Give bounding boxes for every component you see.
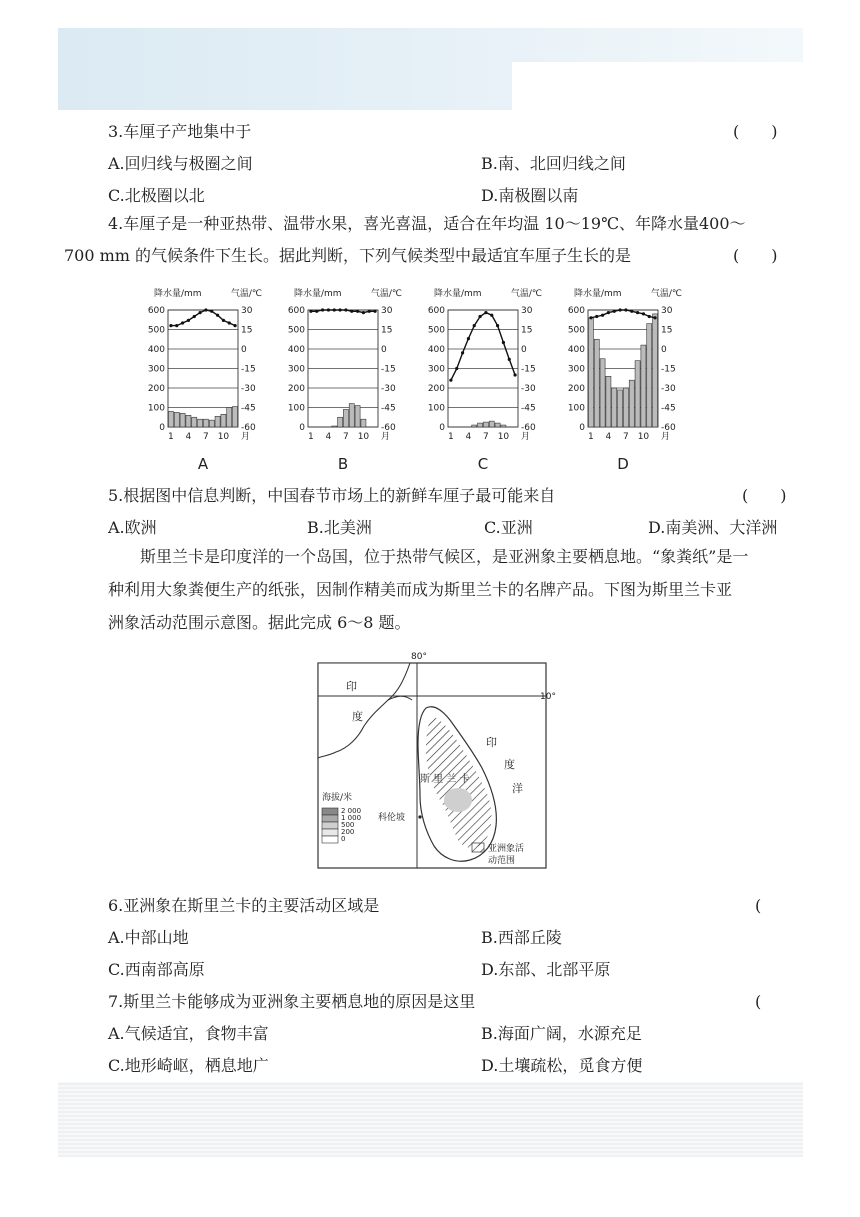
- india-label-1: 印: [346, 680, 357, 693]
- chart-b-bar-9: [355, 406, 360, 427]
- chart-d-bar-10: [641, 345, 646, 427]
- chart-b-right-tick: -30: [381, 384, 396, 394]
- chart-a-left-tick: 300: [147, 364, 165, 375]
- chart-d-temp-point-6: [618, 308, 621, 311]
- q7-option-c: C.地形崎岖，栖息地广: [108, 1056, 269, 1075]
- chart-d-temp-point-4: [607, 311, 610, 314]
- chart-c-bar-10: [501, 425, 506, 427]
- chart-c-temp-point-7: [484, 311, 487, 314]
- chart-b-bar-10: [361, 419, 366, 427]
- chart-d-right-tick: -30: [661, 384, 676, 394]
- chart-a-bar-12: [233, 407, 238, 427]
- chart-a-month-tick: 1: [168, 432, 174, 442]
- chart-a-temp-point-8: [210, 310, 213, 313]
- chart-d-label: D: [617, 455, 629, 473]
- chart-d-right-tick: 30: [661, 306, 673, 316]
- chart-a-right-tick: -15: [241, 364, 256, 375]
- chart-d-left-tick: 300: [567, 364, 585, 375]
- q7-option-b: B.海面广阔，水源充足: [481, 1024, 642, 1043]
- ocean-label-3: 洋: [512, 782, 523, 795]
- chart-a-bar-5: [192, 417, 197, 427]
- chart-c-month-unit: 月: [521, 432, 531, 442]
- chart-b-left-tick: 600: [287, 306, 305, 316]
- chart-b-right-tick: -45: [381, 403, 396, 414]
- chart-a-temp-point-10: [222, 319, 225, 322]
- chart-c-bar-8: [489, 421, 494, 427]
- chart-a-label: A: [197, 455, 209, 473]
- chart-b-temp-point-1: [309, 310, 312, 313]
- chart-a-left-tick: 600: [147, 306, 165, 316]
- chart-b-month-tick: 10: [357, 432, 370, 442]
- chart-c-temp-point-5: [473, 324, 476, 327]
- q3-option-a: A.回归线与极圈之间: [108, 154, 253, 173]
- q3-stem: 3.车厘子产地集中于: [108, 122, 252, 141]
- chart-c-right-axis-title: 气温/℃: [510, 289, 542, 299]
- passage-line2: 种利用大象粪便生产的纸张，因制作精美而成为斯里兰卡的名牌产品。下图为斯里兰卡亚: [108, 580, 733, 599]
- chart-a-temp-point-9: [216, 314, 219, 317]
- chart-a-left-tick: 200: [147, 384, 165, 394]
- q6-option-c: C.西南部高原: [108, 960, 205, 979]
- q6-stem: 6.亚洲象在斯里兰卡的主要活动区域是: [108, 896, 380, 915]
- chart-a-right-tick: 30: [241, 306, 253, 316]
- chart-c-temp-point-3: [461, 351, 464, 354]
- chart-c-left-tick: 100: [427, 403, 445, 414]
- chart-d-bar-7: [623, 388, 628, 427]
- chart-d-bar-9: [635, 361, 640, 427]
- chart-c-temp-point-10: [502, 341, 505, 344]
- chart-c-month-tick: 1: [448, 432, 454, 442]
- chart-c-label: C: [477, 455, 489, 473]
- chart-a-temp-point-2: [175, 324, 178, 327]
- q4-line1: 4.车厘子是一种亚热带、温带水果，喜光喜温，适合在年均温 10～19℃、年降水量400～: [108, 214, 746, 233]
- capital-dot: [418, 815, 421, 818]
- chart-c-temp-point-12: [513, 373, 516, 376]
- chart-a-temp-point-7: [204, 308, 207, 311]
- chart-b-right-tick: 0: [381, 345, 387, 355]
- chart-a-right-tick: -30: [241, 384, 256, 394]
- chart-d-left-axis-title: 降水量/mm: [574, 289, 622, 299]
- chart-b-month-unit: 月: [381, 432, 391, 442]
- q7-option-a: A.气候适宜，食物丰富: [108, 1024, 269, 1043]
- q5-bracket: ( ): [742, 486, 787, 505]
- chart-d-temp-point-7: [624, 308, 627, 311]
- chart-c-right-tick: 0: [521, 345, 527, 355]
- chart-c-month-tick: 10: [497, 432, 510, 442]
- chart-a-left-axis-title: 降水量/mm: [154, 289, 202, 299]
- india-label-2: 度: [352, 710, 363, 723]
- chart-d-bar-8: [629, 380, 634, 427]
- chart-a-temp-point-1: [169, 324, 172, 327]
- elev-swatch-200: [322, 829, 338, 836]
- chart-d-right-tick: -45: [661, 403, 676, 414]
- chart-b-label: B: [337, 455, 349, 473]
- chart-d-bar-6: [618, 390, 623, 427]
- chart-c-temp-point-8: [490, 314, 493, 317]
- chart-d-bar-11: [647, 324, 652, 427]
- climate-charts: [147, 282, 720, 477]
- chart-c-temp-point-6: [478, 315, 481, 318]
- elev-swatch-1000: [322, 815, 338, 822]
- chart-d-temp-point-1: [589, 316, 592, 319]
- chart-c-left-axis-title: 降水量/mm: [434, 289, 482, 299]
- chart-a-right-axis-title: 气温/℃: [230, 289, 262, 299]
- chart-d-left-tick: 400: [567, 345, 585, 355]
- chart-a-temp-point-12: [233, 324, 236, 327]
- chart-d-month-tick: 4: [605, 432, 612, 442]
- chart-d-bar-4: [606, 376, 611, 427]
- chart-a-bar-10: [221, 414, 226, 427]
- ocean-label-1: 印: [486, 736, 497, 749]
- chart-c-left-tick: 400: [427, 345, 445, 355]
- chart-d-month-unit: 月: [661, 432, 671, 442]
- chart-b-month-tick: 4: [325, 432, 332, 442]
- q6-option-a: A.中部山地: [108, 928, 189, 947]
- chart-a-temp-point-6: [198, 311, 201, 314]
- chart-c-temp-point-9: [496, 324, 499, 327]
- sri-lanka-map: [300, 650, 570, 875]
- q3-option-b: B.南、北回归线之间: [481, 154, 626, 173]
- chart-b-month-tick: 1: [308, 432, 314, 442]
- chart-c-month-tick: 7: [483, 432, 489, 442]
- q5-option-c: C.亚洲: [484, 518, 533, 537]
- chart-b-left-tick: 400: [287, 345, 305, 355]
- chart-a-bar-7: [203, 419, 208, 427]
- q4-line2: 700 mm 的气候条件下生长。据此判断，下列气候类型中最适宜车厘子生长的是: [64, 246, 632, 265]
- chart-d-bar-3: [600, 359, 605, 427]
- chart-d-right-tick: 0: [661, 345, 667, 355]
- q5-option-a: A.欧洲: [108, 518, 157, 537]
- capital-label: 科伦坡: [378, 813, 406, 823]
- chart-d-left-tick: 100: [567, 403, 585, 414]
- q4-bracket: ( ): [733, 246, 778, 265]
- chart-b-left-tick: 100: [287, 403, 305, 414]
- chart-b-right-tick: 15: [381, 325, 393, 336]
- chart-a-bar-8: [209, 420, 214, 427]
- q3-bracket: ( ): [733, 122, 778, 141]
- chart-a-bar-9: [215, 416, 220, 427]
- q7-stem: 7.斯里兰卡能够成为亚洲象主要栖息地的原因是这里: [108, 992, 476, 1011]
- chart-a-left-tick: 500: [147, 325, 165, 336]
- chart-d-right-tick: -60: [661, 423, 676, 433]
- chart-a-left-tick: 100: [147, 403, 165, 414]
- chart-d-temp-point-5: [613, 310, 616, 313]
- q3-option-c: C.北极圈以北: [108, 186, 205, 205]
- elev-label-0: 0: [341, 835, 346, 843]
- q5-option-b: B.北美洲: [307, 518, 372, 537]
- chart-d-bar-2: [594, 339, 599, 427]
- chart-c-temp-point-2: [455, 367, 458, 370]
- scan-header-blank: [512, 62, 804, 110]
- chart-a-bar-2: [174, 412, 179, 427]
- chart-c-right-tick: -45: [521, 403, 536, 414]
- chart-b-bar-5: [332, 426, 337, 427]
- chart-d-bar-1: [588, 318, 593, 427]
- chart-a-temp-point-5: [193, 315, 196, 318]
- chart-d-month-tick: 10: [637, 432, 650, 442]
- chart-b-left-tick: 300: [287, 364, 305, 375]
- chart-b-right-tick: 30: [381, 306, 393, 316]
- chart-d-right-axis-title: 气温/℃: [650, 289, 682, 299]
- chart-c-left-tick: 500: [427, 325, 445, 336]
- chart-d-right-tick: -15: [661, 364, 676, 375]
- elev-label-2000: 2 000: [341, 807, 362, 815]
- chart-a-temp-point-3: [181, 321, 184, 324]
- chart-b-month-tick: 7: [343, 432, 349, 442]
- q5-stem: 5.根据图中信息判断，中国春节市场上的新鲜车厘子最可能来自: [108, 486, 556, 505]
- chart-a-month-tick: 10: [217, 432, 230, 442]
- range-legend-swatch: [472, 843, 484, 852]
- chart-b-bar-7: [343, 409, 348, 427]
- chart-b-temp-point-7: [344, 308, 347, 311]
- chart-c-bar-5: [472, 425, 477, 427]
- chart-b-temp-point-6: [338, 308, 341, 311]
- chart-d-left-tick: 0: [579, 423, 585, 433]
- chart-c-bar-7: [483, 422, 488, 427]
- chart-a-bar-6: [198, 419, 203, 427]
- chart-a-left-tick: 0: [159, 423, 165, 433]
- chart-b-temp-point-4: [327, 308, 330, 311]
- chart-d-temp-point-10: [642, 312, 645, 315]
- chart-b-left-tick: 0: [299, 423, 305, 433]
- chart-b-temp-point-11: [368, 310, 371, 313]
- chart-b-temp-point-12: [373, 310, 376, 313]
- lat-label: 10°: [540, 692, 556, 702]
- country-label: 斯 里 兰 卡: [420, 774, 470, 785]
- passage-line3: 洲象活动范围示意图。据此完成 6～8 题。: [108, 613, 411, 632]
- elev-legend-title: 海拔/米: [322, 793, 353, 803]
- chart-b-bar-8: [349, 404, 354, 427]
- chart-a-temp-line: [171, 310, 235, 326]
- q7-bracket: (: [755, 992, 762, 1011]
- chart-c-right-tick: 15: [521, 325, 533, 336]
- q7-option-d: D.土壤疏松，觅食方便: [481, 1056, 643, 1075]
- chart-c-temp-point-4: [467, 337, 470, 340]
- chart-c-left-tick: 300: [427, 364, 445, 375]
- chart-b-bar-6: [338, 417, 343, 427]
- q5-option-d: D.南美洲、大洋洲: [648, 518, 778, 537]
- chart-d-temp-line: [591, 310, 655, 318]
- range-legend-line1: 亚洲象活: [488, 844, 525, 854]
- chart-c-left-tick: 600: [427, 306, 445, 316]
- chart-b-left-tick: 200: [287, 384, 305, 394]
- elev-label-1000: 1 000: [341, 814, 362, 822]
- elev-label-500: 500: [341, 821, 355, 829]
- chart-d-left-tick: 600: [567, 306, 585, 316]
- chart-b-temp-point-2: [315, 310, 318, 313]
- chart-c-temp-line: [451, 313, 515, 381]
- chart-b-temp-point-5: [333, 308, 336, 311]
- ocean-label-2: 度: [504, 758, 515, 771]
- chart-c-bar-6: [478, 423, 483, 427]
- chart-c-right-tick: -60: [521, 423, 536, 433]
- q6-option-b: B.西部丘陵: [481, 928, 562, 947]
- passage-line1: 斯里兰卡是印度洋的一个岛国，位于热带气候区，是亚洲象主要栖息地。“象粪纸”是一: [140, 547, 749, 566]
- chart-c-left-tick: 200: [427, 384, 445, 394]
- chart-a-right-tick: 15: [241, 325, 253, 336]
- chart-d-temp-point-8: [630, 310, 633, 313]
- chart-d-bar-12: [653, 314, 658, 427]
- chart-a-month-tick: 7: [203, 432, 209, 442]
- chart-a-left-tick: 400: [147, 345, 165, 355]
- chart-c-temp-point-1: [449, 379, 452, 382]
- chart-a-bar-3: [180, 413, 185, 427]
- chart-a-temp-point-11: [228, 321, 231, 324]
- chart-a-month-unit: 月: [241, 432, 251, 442]
- chart-a-right-tick: 0: [241, 345, 247, 355]
- elev-swatch-500: [322, 822, 338, 829]
- chart-a-right-tick: -45: [241, 403, 256, 414]
- chart-a-bar-4: [186, 415, 191, 427]
- chart-d-temp-point-3: [601, 314, 604, 317]
- chart-b-temp-point-3: [321, 308, 324, 311]
- chart-c-right-tick: -30: [521, 384, 536, 394]
- scan-footer-band: [58, 1082, 803, 1157]
- chart-b-right-axis-title: 气温/℃: [370, 289, 402, 299]
- highland-shade: [444, 788, 472, 812]
- chart-d-left-tick: 500: [567, 325, 585, 336]
- chart-d-right-tick: 15: [661, 325, 673, 336]
- chart-d-bar-5: [612, 388, 617, 427]
- chart-d-month-tick: 7: [623, 432, 629, 442]
- chart-c-month-tick: 4: [465, 432, 472, 442]
- chart-d-month-tick: 1: [588, 432, 594, 442]
- range-legend-line2: 动范围: [488, 856, 516, 866]
- chart-a-bar-11: [227, 408, 232, 428]
- chart-d-temp-point-2: [595, 315, 598, 318]
- chart-a-month-tick: 4: [185, 432, 192, 442]
- chart-d-temp-point-9: [636, 311, 639, 314]
- chart-b-right-tick: -60: [381, 423, 396, 433]
- q6-bracket: (: [755, 896, 762, 915]
- q3-option-d: D.南极圈以南: [481, 186, 579, 205]
- elev-label-200: 200: [341, 828, 355, 836]
- lon-label: 80°: [411, 652, 427, 662]
- chart-b-left-tick: 500: [287, 325, 305, 336]
- chart-c-right-tick: 30: [521, 306, 533, 316]
- chart-d-temp-point-12: [653, 316, 656, 319]
- chart-d-temp-point-11: [648, 315, 651, 318]
- elev-swatch-2000: [322, 808, 338, 815]
- q6-option-d: D.东部、北部平原: [481, 960, 611, 979]
- chart-c-left-tick: 0: [439, 423, 445, 433]
- chart-b-temp-point-10: [362, 311, 365, 314]
- chart-a-temp-point-4: [187, 319, 190, 322]
- chart-c-bar-9: [495, 423, 500, 427]
- elev-swatch-0: [322, 836, 338, 843]
- chart-a-bar-1: [168, 411, 173, 427]
- chart-a-right-tick: -60: [241, 423, 256, 433]
- chart-b-right-tick: -15: [381, 364, 396, 375]
- chart-c-temp-point-11: [508, 358, 511, 361]
- chart-b-left-axis-title: 降水量/mm: [294, 289, 342, 299]
- chart-b-temp-point-8: [350, 310, 353, 313]
- chart-b-temp-point-9: [356, 310, 359, 313]
- chart-d-left-tick: 200: [567, 384, 585, 394]
- chart-c-right-tick: -15: [521, 364, 536, 375]
